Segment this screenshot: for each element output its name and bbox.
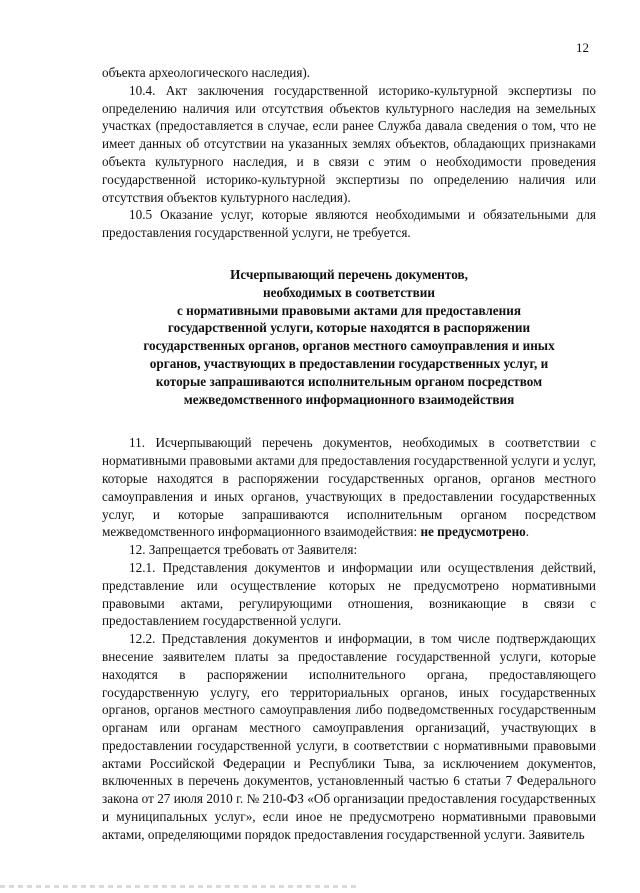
heading-line: государственной услуги, которые находятся в распоряжении xyxy=(167,320,531,336)
heading-line: государственных органов, органов местного самоуправления и иных xyxy=(143,338,555,354)
page-number: 12 xyxy=(576,40,589,55)
paragraph-continuation: объекта археологического наследия). xyxy=(102,65,311,80)
section-heading xyxy=(102,266,596,408)
heading-line: которые запрашиваются исполнительным органом посредством xyxy=(155,373,543,389)
paragraph-11 xyxy=(102,434,596,541)
paragraph-12-2: 12.2. Представления документов и информации, в том числе подтверждающих внесение заявителем платы за предоставление государственной услуги, которые находятся в распоряжении исполнительного органа, предоставляющего государственную услугу, его территориальных органов, иных государственных органов, органов местного самоуправления либо подведомственных государственным органам или органам местного самоуправления организаций, участвующих в предоставлении государственной услуги, в соответствии с нормативными правовыми актами Российской Федерации и Республики Тыва, за исключением документов, включенных в перечень документов, установленный частью 6 статьи 7 Федерального закона от 27 июля 2010 г. № 210-ФЗ «Об организации предоставления государственных и муниципальных услуг», если иное не предусмотрено нормативными правовыми актами, определяющими порядок предоставления государственной услуги. Заявитель xyxy=(102,631,596,842)
paragraph-11-end: . xyxy=(525,524,530,540)
paragraph-10-4: 10.4. Акт заключения государственной историко-культурной экспертизы по определению наличия или отсутствия объектов культурного наследия на земельных участках (предоставляется в случае, если ранее Служба давала сведения о том, что не имеет данных об отсутствии на указанных землях объектов, обладающих признаками объекта культурного наследия, и в связи с этим о необходимости проведения государственной историко-культурной экспертизы по определению наличия или отсутствия объектов культурного наследия). xyxy=(102,82,596,205)
heading-line: необходимых в соответствии xyxy=(263,284,435,300)
paragraph-12: 12. Запрещается требовать от Заявителя: xyxy=(129,542,358,558)
scan-edge-artifact xyxy=(0,885,360,888)
heading-line: Исчерпывающий перечень документов, xyxy=(230,266,468,282)
paragraph-11-text: 11. Исчерпывающий перечень документов, необходимых в соответствии с нормативными правовыми актами для предоставления государственной услуги и услуг, которые находятся в распоряжении государственных органов, органов местного самоуправления и иных органов, участвующих в предоставлении государственных услуг, и которые запрашиваются исполнительным органом посредством межведомственного информационного взаимодействия: xyxy=(102,435,596,540)
paragraph-10-5: 10.5 Оказание услуг, которые являются необходимыми и обязательными для предоставления государственной услуги, не требуется. xyxy=(102,207,596,241)
heading-line: межведомственного информационного взаимодействия xyxy=(183,391,515,407)
paragraph-12-1: 12.1. Представления документов и информации или осуществления действий, представление или осуществление которых не предусмотрено нормативными правовыми актами, регулирующими отношения, возникающие в связи с предоставлением государственной услуги. xyxy=(102,559,596,629)
document-body xyxy=(102,64,596,844)
heading-line: с нормативными правовыми актами для предоставления xyxy=(176,302,521,318)
paragraph-11-emphasis: не предусмотрено xyxy=(420,524,526,540)
heading-line: органов, участвующих в предоставлении государственных услуг, и xyxy=(149,355,549,371)
